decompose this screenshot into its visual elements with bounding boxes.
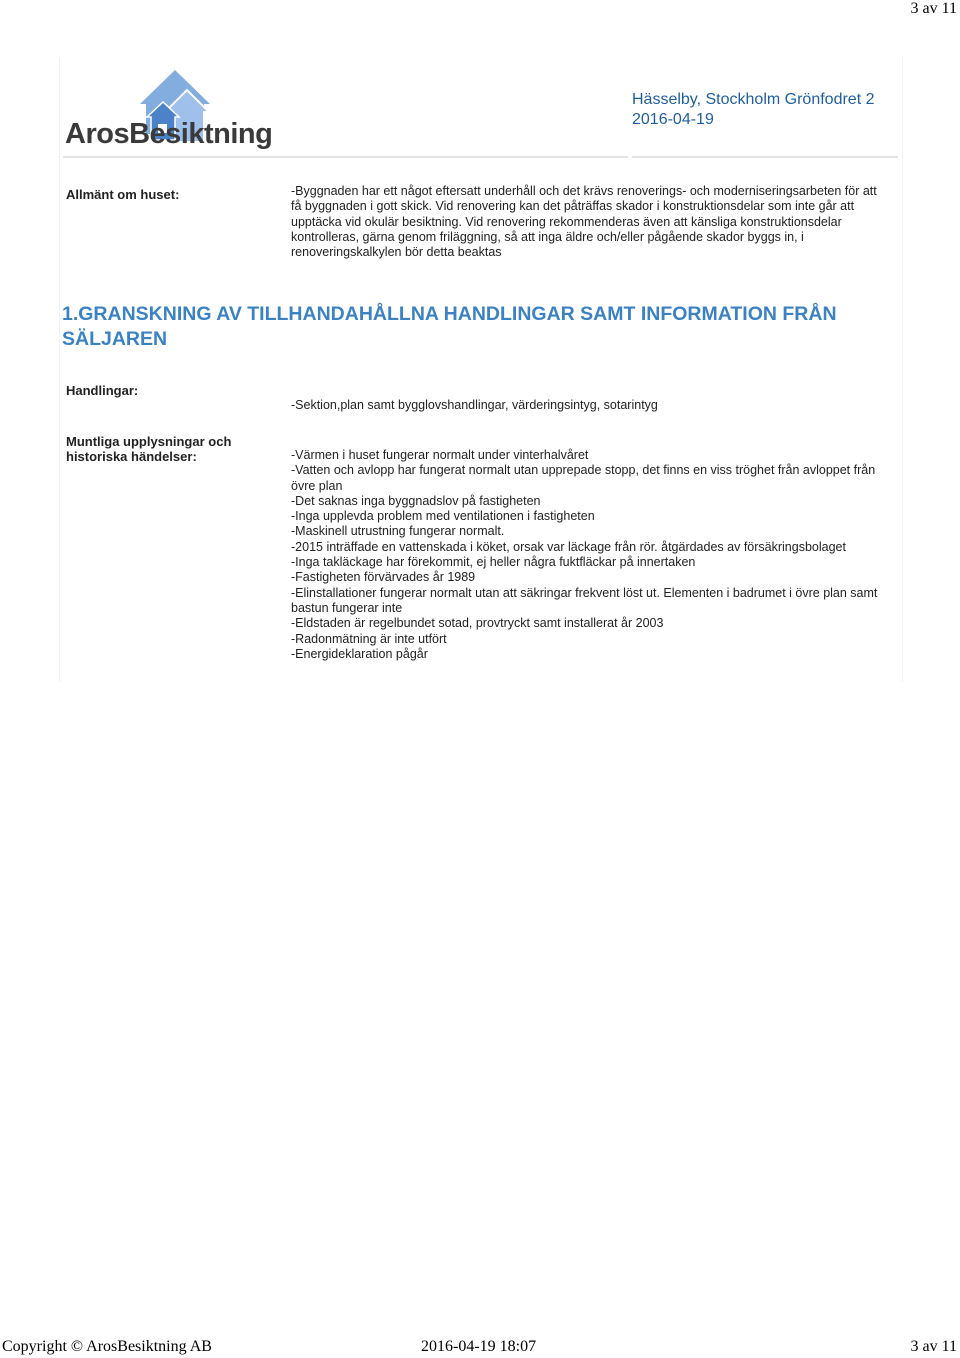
- page-number-top: 3 av 11: [910, 0, 957, 17]
- list-item: -Vatten och avlopp har fungerat normalt utan upprepade stopp, det finns en viss tröghet från avloppet från övre plan: [291, 463, 876, 493]
- company-logo-text: ArosBesiktning: [65, 118, 273, 150]
- list-item: -Eldstaden är regelbundet sotad, provtryckt samt installerat år 2003: [291, 616, 664, 631]
- footer-page-number: 3 av 11: [910, 1338, 957, 1355]
- info-label: [66, 434, 231, 464]
- list-item: -Värmen i huset fungerar normalt under vinterhalvåret: [291, 448, 589, 462]
- header-divider-left: [63, 156, 628, 158]
- property-address: Hässelby, Stockholm Grönfodret 2: [632, 91, 875, 108]
- general-text: -Byggnaden har ett något eftersatt underhåll och det krävs renoverings- och moderniseringsarbeten för att få byggnaden i gott skick. Vid renovering kan det påträffas skador i konstruktionsdelar som inte går att upptäcka vid okulär besiktning. Vid renovering rekommenderas även att känsliga konstruktionsdelar kontrolleras, gärna genom friläggning, så att inga äldre och/eller pågående skador byggs in, i renoveringskalkylen bör detta beaktas: [291, 184, 877, 260]
- footer-timestamp: 2016-04-19 18:07: [421, 1338, 537, 1355]
- list-item: -Elinstallationer fungerar normalt utan att säkringar frekvent löst ut. Elementen i badrumet i övre plan samt bastun fungerar inte: [291, 585, 878, 615]
- general-label: Allmänt om huset:: [66, 187, 180, 202]
- info-label-line1: Muntliga upplysningar och: [66, 434, 232, 449]
- list-item: -Inga takläckage har förekommit, ej heller några fuktfläckar på innertaken: [291, 555, 696, 570]
- footer-copyright: Copyright © ArosBesiktning AB: [2, 1338, 212, 1355]
- header-divider-right: [632, 156, 898, 158]
- info-label-line2: historiska händelser:: [66, 449, 197, 464]
- list-item: -Radonmätning är inte utfört: [291, 631, 447, 646]
- section-title: 1.GRANSKNING AV TILLHANDAHÅLLNA HANDLINGAR SAMT INFORMATION FRÅN SÄLJAREN: [62, 303, 837, 350]
- list-item: -Energideklaration pågår: [291, 646, 428, 661]
- report-date: 2016-04-19: [632, 111, 714, 128]
- documents-text: -Sektion,plan samt bygglovshandlingar, värderingsintyg, sotarintyg: [291, 398, 658, 412]
- documents-label: Handlingar:: [66, 383, 139, 398]
- info-list: [291, 448, 881, 662]
- list-item: -Det saknas inga byggnadslov på fastigheten: [291, 493, 541, 508]
- list-item: -Maskinell utrustning fungerar normalt.: [291, 524, 505, 539]
- list-item: -Fastigheten förvärvades år 1989: [291, 570, 476, 585]
- list-item: -Inga upplevda problem med ventilationen i fastigheten: [291, 509, 595, 524]
- list-item: -2015 inträffade en vattenskada i köket, orsak var läckage från rör. åtgärdades av försäkringsbolaget: [291, 539, 846, 554]
